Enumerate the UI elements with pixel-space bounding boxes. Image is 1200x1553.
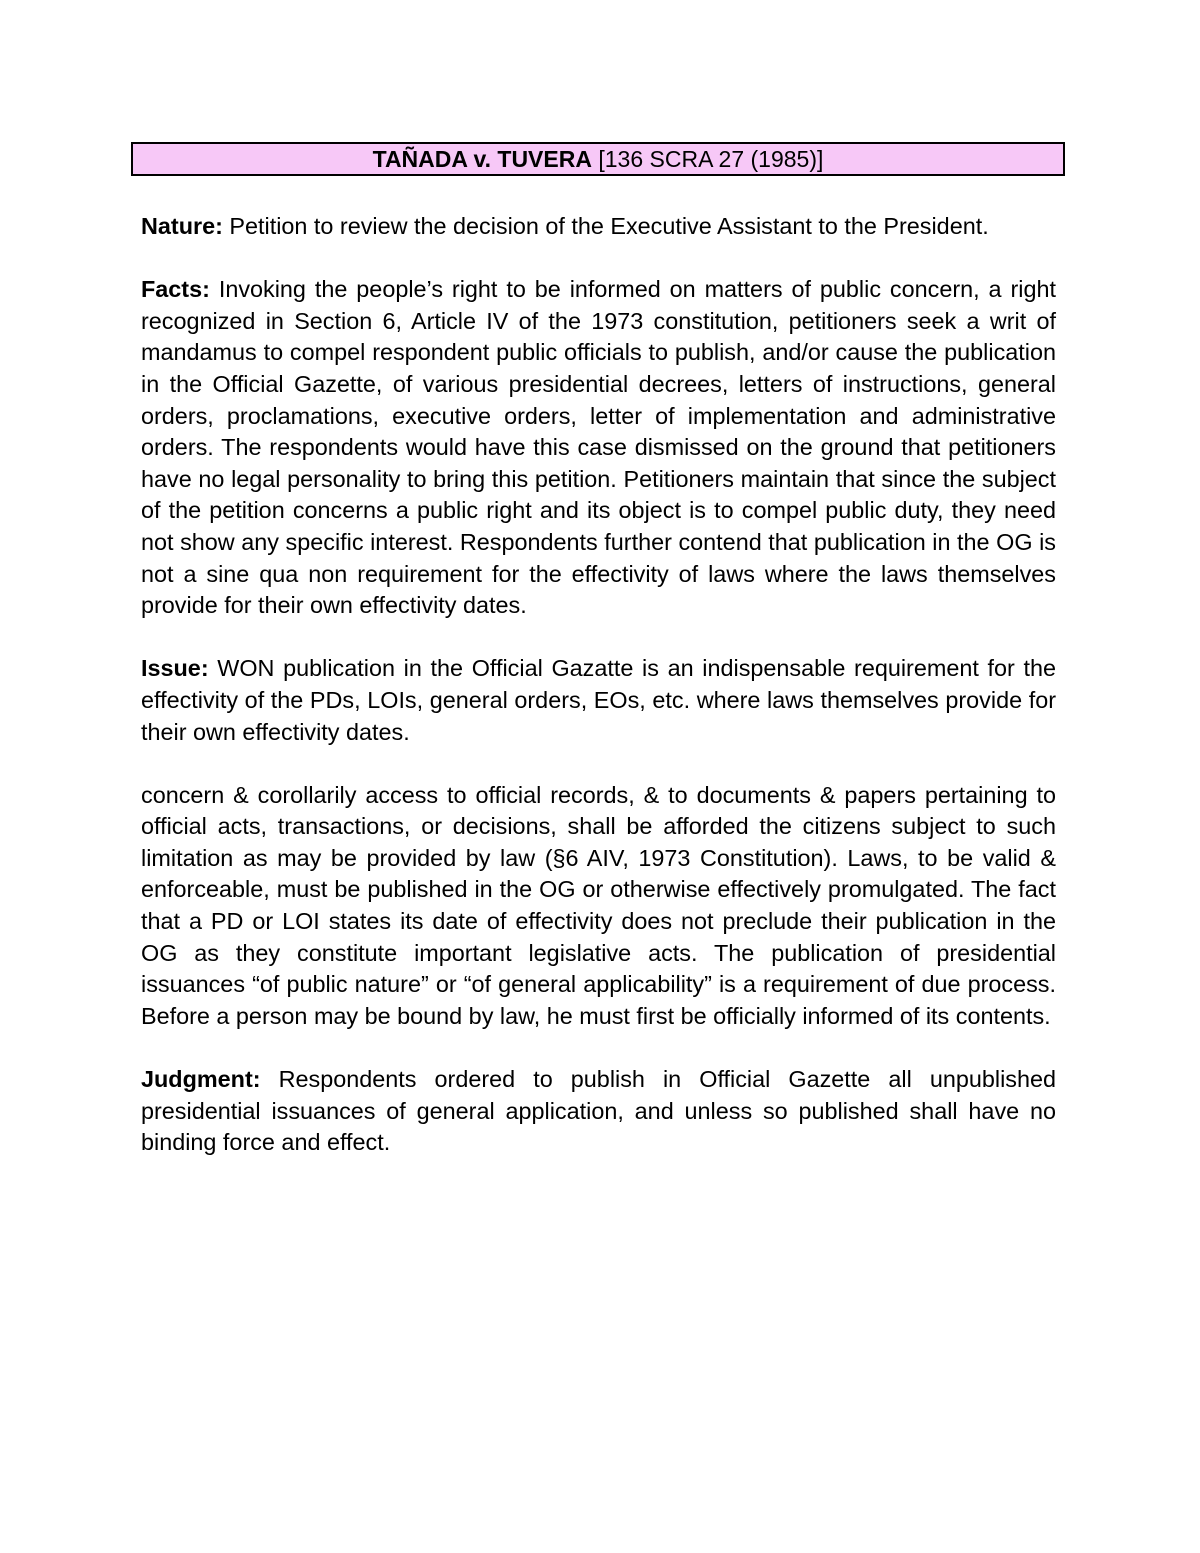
judgment-label: Judgment: xyxy=(141,1066,261,1093)
facts-text: Invoking the people’s right to be informed on matters of public concern, a right recognized in Section 6, Article IV of the 1973 constitution, petitioners seek a writ of mandamus to compel respondent public officials to publish, and/or cause the publication in the Official Gazette, of various presidential decrees, letters of instructions, general orders, proclamations, executive orders, letter of implementation and administrative orders. The respondents would have this case dismissed on the ground that petitioners have no legal personality to bring this petition. Petitioners maintain that since the subject of the petition concerns a public right and its object is to compel public duty, they need not show any specific interest. Respondents further contend that publication in the OG is not a sine qua non requirement for the effectivity of laws where the laws themselves provide for their own effectivity dates. xyxy=(141,276,1056,619)
case-digest-body xyxy=(141,211,1056,1190)
ruling-paragraph xyxy=(141,780,1056,1033)
case-title-box xyxy=(131,142,1065,176)
nature-paragraph xyxy=(141,211,1056,243)
judgment-text: Respondents ordered to publish in Official Gazette all unpublished presidential issuances of general application, and unless so published shall have no binding force and effect. xyxy=(141,1066,1056,1156)
nature-label: Nature: xyxy=(141,213,223,239)
nature-text: Petition to review the decision of the Executive Assistant to the President. xyxy=(222,213,989,239)
case-name: TAÑADA v. TUVERA xyxy=(372,146,592,172)
judgment-paragraph xyxy=(141,1064,1056,1159)
issue-paragraph xyxy=(141,653,1056,748)
ruling-text: concern & corollarily access to official records, & to documents & papers pertaining to official acts, transactions, or decisions, shall be afforded the citizens subject to such limitation as may be provided by law (§6 AIV, 1973 Constitution). Laws, to be valid & enforceable, must be published in the OG or otherwise effectively promulgated. The fact that a PD or LOI states its date of effectivity does not preclude their publication in the OG as they constitute important legislative acts. The publication of presidential issuances “of public nature” or “of general applicability” is a requirement of due process. Before a person may be bound by law, he must first be officially informed of its contents. xyxy=(141,781,1056,1029)
facts-paragraph xyxy=(141,274,1056,622)
facts-label: Facts: xyxy=(141,276,210,303)
issue-text: WON publication in the Official Gazatte is an indispensable requirement for the effectivity of the PDs, LOIs, general orders, EOs, etc. where laws themselves provide for their own effectivity dates. xyxy=(141,655,1056,745)
issue-label: Issue: xyxy=(141,655,209,682)
case-citation: [136 SCRA 27 (1985)] xyxy=(591,146,824,172)
